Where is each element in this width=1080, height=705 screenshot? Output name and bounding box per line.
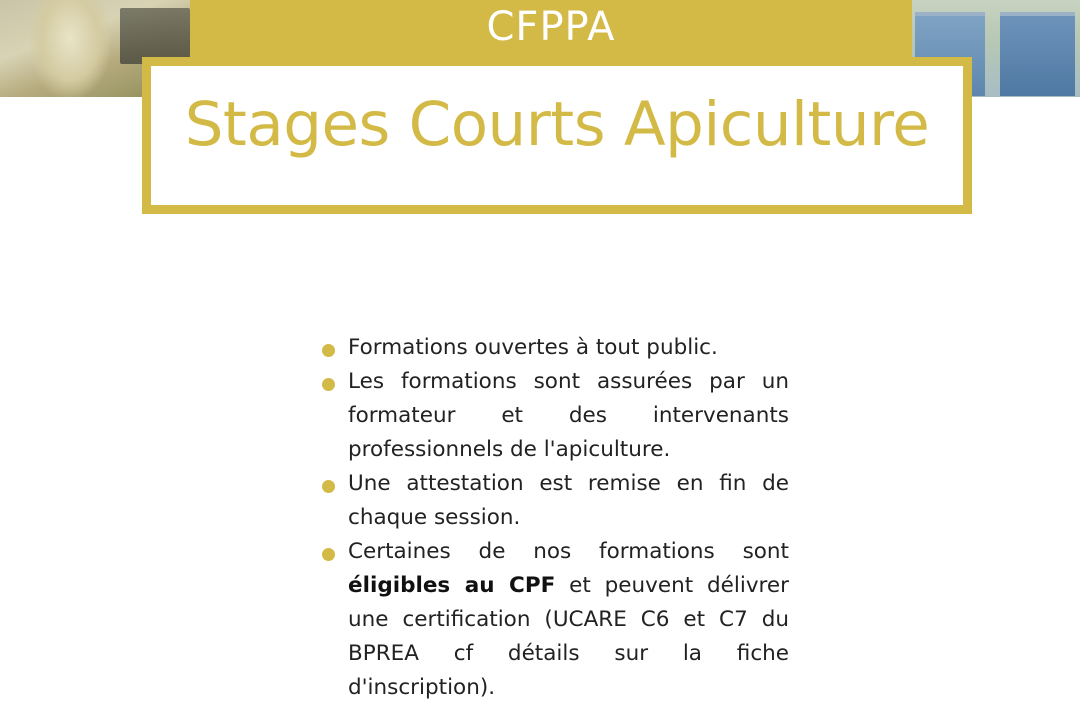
list-item-text-end: et peuvent délivrer une certification (UCARE C6 et C7 du BPREA cf détails sur la fiche d'inscription). bbox=[348, 573, 789, 700]
list-item-text: Formations ouvertes à tout public. bbox=[348, 335, 718, 360]
beehive-image bbox=[120, 8, 190, 64]
list-item-text: Les formations sont assurées par un formateur et des intervenants professionnels de l'apiculture. bbox=[348, 369, 789, 462]
info-list bbox=[322, 331, 789, 705]
bullet-dot-icon bbox=[322, 548, 335, 561]
cpf-eligibility-emphasis: éligibles au CPF bbox=[348, 573, 556, 598]
beekeeper-figure bbox=[30, 0, 110, 97]
list-item bbox=[322, 365, 789, 467]
bullet-dot-icon bbox=[322, 344, 335, 357]
bullet-dot-icon bbox=[322, 378, 335, 391]
beehive-image bbox=[1000, 12, 1075, 96]
list-item bbox=[322, 467, 789, 535]
title-frame bbox=[142, 57, 972, 214]
list-item bbox=[322, 535, 789, 705]
list-item-text-start: Certaines de nos formations sont bbox=[348, 539, 789, 564]
page-title: Stages Courts Apiculture bbox=[184, 89, 930, 160]
list-item bbox=[322, 331, 789, 365]
bullet-dot-icon bbox=[322, 480, 335, 493]
org-name: CFPPA bbox=[486, 4, 616, 50]
org-banner bbox=[190, 0, 912, 60]
list-item-text: Une attestation est remise en fin de chaque session. bbox=[348, 471, 789, 530]
